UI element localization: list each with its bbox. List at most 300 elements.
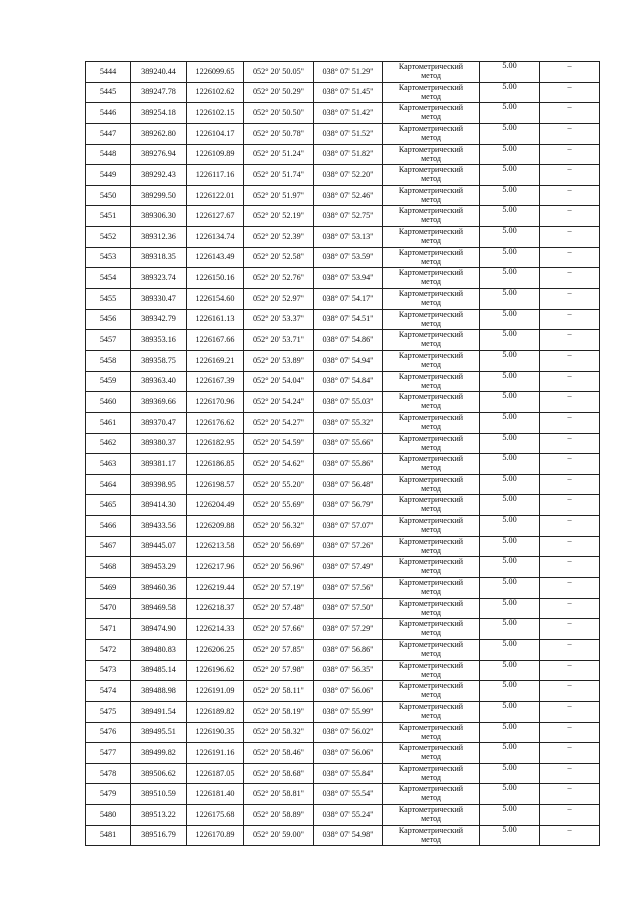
latitude-cell: 052° 20' 53.71"	[244, 330, 314, 351]
method-cell	[383, 454, 480, 475]
note-cell: –	[540, 392, 600, 413]
accuracy-cell: 5.00	[480, 474, 540, 495]
method-line-2: метод	[421, 710, 441, 720]
method-cell	[383, 123, 480, 144]
method-cell	[383, 206, 480, 227]
method-line-2: метод	[421, 793, 441, 803]
y-coordinate-cell: 1226102.15	[187, 103, 244, 124]
table-body	[86, 62, 600, 846]
accuracy-cell: 5.00	[480, 247, 540, 268]
accuracy-cell: 5.00	[480, 433, 540, 454]
point-number-cell: 5476	[86, 722, 131, 743]
longitude-cell: 038° 07' 52.46"	[314, 185, 383, 206]
table-row	[86, 165, 600, 186]
latitude-cell: 052° 20' 54.24"	[244, 392, 314, 413]
latitude-cell: 052° 20' 56.69"	[244, 536, 314, 557]
x-coordinate-cell: 389414.30	[131, 495, 187, 516]
point-number-cell: 5450	[86, 185, 131, 206]
note-cell: –	[540, 82, 600, 103]
x-coordinate-cell: 389445.07	[131, 536, 187, 557]
point-number-cell: 5446	[86, 103, 131, 124]
x-coordinate-cell: 389460.36	[131, 578, 187, 599]
latitude-cell: 052° 20' 58.68"	[244, 763, 314, 784]
method-cell	[383, 227, 480, 248]
latitude-cell: 052° 20' 52.39"	[244, 227, 314, 248]
table-row	[86, 578, 600, 599]
table-row	[86, 619, 600, 640]
y-coordinate-cell: 1226134.74	[187, 227, 244, 248]
method-cell	[383, 598, 480, 619]
method-line-2: метод	[421, 607, 441, 617]
longitude-cell: 038° 07' 51.52"	[314, 123, 383, 144]
x-coordinate-cell: 389381.17	[131, 454, 187, 475]
latitude-cell: 052° 20' 58.46"	[244, 743, 314, 764]
accuracy-cell: 5.00	[480, 536, 540, 557]
point-number-cell: 5470	[86, 598, 131, 619]
longitude-cell: 038° 07' 56.35"	[314, 660, 383, 681]
method-line-1: Картометрический	[398, 412, 464, 422]
note-cell: –	[540, 660, 600, 681]
x-coordinate-cell: 389254.18	[131, 103, 187, 124]
table-row	[86, 412, 600, 433]
point-number-cell: 5468	[86, 557, 131, 578]
note-cell: –	[540, 62, 600, 83]
latitude-cell: 052° 20' 56.96"	[244, 557, 314, 578]
y-coordinate-cell: 1226154.60	[187, 289, 244, 310]
note-cell: –	[540, 206, 600, 227]
point-number-cell: 5452	[86, 227, 131, 248]
longitude-cell: 038° 07' 53.59"	[314, 247, 383, 268]
point-number-cell: 5477	[86, 743, 131, 764]
longitude-cell: 038° 07' 53.94"	[314, 268, 383, 289]
y-coordinate-cell: 1226206.25	[187, 639, 244, 660]
method-line-1: Картометрический	[398, 454, 464, 464]
longitude-cell: 038° 07' 55.66"	[314, 433, 383, 454]
accuracy-cell: 5.00	[480, 62, 540, 83]
method-line-2: метод	[421, 752, 441, 762]
latitude-cell: 052° 20' 57.48"	[244, 598, 314, 619]
table-row	[86, 206, 600, 227]
note-cell: –	[540, 309, 600, 330]
method-line-1: Картометрический	[398, 103, 464, 113]
point-number-cell: 5473	[86, 660, 131, 681]
coordinates-table	[85, 61, 600, 846]
accuracy-cell: 5.00	[480, 557, 540, 578]
point-number-cell: 5463	[86, 454, 131, 475]
note-cell: –	[540, 681, 600, 702]
method-line-2: метод	[421, 298, 441, 308]
table-row	[86, 309, 600, 330]
latitude-cell: 052° 20' 53.89"	[244, 350, 314, 371]
method-line-1: Картометрический	[398, 392, 464, 402]
longitude-cell: 038° 07' 54.17"	[314, 289, 383, 310]
x-coordinate-cell: 389510.59	[131, 784, 187, 805]
method-line-1: Картометрический	[398, 516, 464, 526]
latitude-cell: 052° 20' 57.66"	[244, 619, 314, 640]
table-row	[86, 639, 600, 660]
table-row	[86, 681, 600, 702]
method-line-1: Картометрический	[398, 474, 464, 484]
latitude-cell: 052° 20' 51.24"	[244, 144, 314, 165]
longitude-cell: 038° 07' 55.99"	[314, 701, 383, 722]
accuracy-cell: 5.00	[480, 165, 540, 186]
table-row	[86, 350, 600, 371]
point-number-cell: 5464	[86, 474, 131, 495]
note-cell: –	[540, 701, 600, 722]
longitude-cell: 038° 07' 56.06"	[314, 743, 383, 764]
method-line-1: Картометрический	[398, 268, 464, 278]
longitude-cell: 038° 07' 54.98"	[314, 825, 383, 846]
note-cell: –	[540, 247, 600, 268]
longitude-cell: 038° 07' 56.02"	[314, 722, 383, 743]
latitude-cell: 052° 20' 55.69"	[244, 495, 314, 516]
point-number-cell: 5445	[86, 82, 131, 103]
method-line-1: Картометрический	[398, 701, 464, 711]
method-cell	[383, 578, 480, 599]
x-coordinate-cell: 389474.90	[131, 619, 187, 640]
y-coordinate-cell: 1226196.62	[187, 660, 244, 681]
y-coordinate-cell: 1226182.95	[187, 433, 244, 454]
method-cell	[383, 722, 480, 743]
longitude-cell: 038° 07' 57.07"	[314, 516, 383, 537]
table-row	[86, 784, 600, 805]
y-coordinate-cell: 1226170.96	[187, 392, 244, 413]
y-coordinate-cell: 1226109.89	[187, 144, 244, 165]
method-line-1: Картометрический	[398, 62, 464, 71]
accuracy-cell: 5.00	[480, 805, 540, 826]
longitude-cell: 038° 07' 51.29"	[314, 62, 383, 83]
accuracy-cell: 5.00	[480, 639, 540, 660]
y-coordinate-cell: 1226169.21	[187, 350, 244, 371]
x-coordinate-cell: 389276.94	[131, 144, 187, 165]
accuracy-cell: 5.00	[480, 743, 540, 764]
longitude-cell: 038° 07' 55.32"	[314, 412, 383, 433]
x-coordinate-cell: 389369.66	[131, 392, 187, 413]
y-coordinate-cell: 1226176.62	[187, 412, 244, 433]
latitude-cell: 052° 20' 58.11"	[244, 681, 314, 702]
method-line-2: метод	[421, 421, 441, 431]
y-coordinate-cell: 1226204.49	[187, 495, 244, 516]
method-line-1: Картометрический	[398, 681, 464, 691]
note-cell: –	[540, 330, 600, 351]
note-cell: –	[540, 536, 600, 557]
point-number-cell: 5448	[86, 144, 131, 165]
accuracy-cell: 5.00	[480, 309, 540, 330]
table-row	[86, 62, 600, 83]
method-cell	[383, 392, 480, 413]
y-coordinate-cell: 1226218.37	[187, 598, 244, 619]
method-cell	[383, 433, 480, 454]
table-row	[86, 144, 600, 165]
accuracy-cell: 5.00	[480, 578, 540, 599]
longitude-cell: 038° 07' 55.86"	[314, 454, 383, 475]
y-coordinate-cell: 1226190.35	[187, 722, 244, 743]
table-row	[86, 743, 600, 764]
accuracy-cell: 5.00	[480, 516, 540, 537]
method-cell	[383, 185, 480, 206]
method-line-2: метод	[421, 834, 441, 844]
accuracy-cell: 5.00	[480, 660, 540, 681]
table-row	[86, 123, 600, 144]
x-coordinate-cell: 389380.37	[131, 433, 187, 454]
accuracy-cell: 5.00	[480, 825, 540, 846]
accuracy-cell: 5.00	[480, 722, 540, 743]
y-coordinate-cell: 1226161.13	[187, 309, 244, 330]
method-cell	[383, 309, 480, 330]
method-line-1: Картометрический	[398, 206, 464, 216]
note-cell: –	[540, 165, 600, 186]
method-line-1: Картометрический	[398, 722, 464, 732]
y-coordinate-cell: 1226209.88	[187, 516, 244, 537]
x-coordinate-cell: 389491.54	[131, 701, 187, 722]
x-coordinate-cell: 389292.43	[131, 165, 187, 186]
method-line-1: Картометрический	[398, 536, 464, 546]
latitude-cell: 052° 20' 50.78"	[244, 123, 314, 144]
method-line-2: метод	[421, 318, 441, 328]
method-cell	[383, 289, 480, 310]
latitude-cell: 052° 20' 52.19"	[244, 206, 314, 227]
note-cell: –	[540, 598, 600, 619]
accuracy-cell: 5.00	[480, 412, 540, 433]
method-line-1: Картометрический	[398, 185, 464, 195]
table-row	[86, 474, 600, 495]
accuracy-cell: 5.00	[480, 185, 540, 206]
x-coordinate-cell: 389480.83	[131, 639, 187, 660]
point-number-cell: 5447	[86, 123, 131, 144]
method-cell	[383, 495, 480, 516]
x-coordinate-cell: 389299.50	[131, 185, 187, 206]
method-line-1: Картометрический	[398, 330, 464, 340]
method-line-2: метод	[421, 690, 441, 700]
table-row	[86, 516, 600, 537]
point-number-cell: 5454	[86, 268, 131, 289]
point-number-cell: 5444	[86, 62, 131, 83]
method-cell	[383, 330, 480, 351]
table-row	[86, 454, 600, 475]
y-coordinate-cell: 1226213.58	[187, 536, 244, 557]
latitude-cell: 052° 20' 54.62"	[244, 454, 314, 475]
method-line-2: метод	[421, 401, 441, 411]
longitude-cell: 038° 07' 54.84"	[314, 371, 383, 392]
method-cell	[383, 825, 480, 846]
x-coordinate-cell: 389485.14	[131, 660, 187, 681]
table-row	[86, 763, 600, 784]
y-coordinate-cell: 1226186.85	[187, 454, 244, 475]
point-number-cell: 5465	[86, 495, 131, 516]
accuracy-cell: 5.00	[480, 763, 540, 784]
point-number-cell: 5461	[86, 412, 131, 433]
longitude-cell: 038° 07' 56.48"	[314, 474, 383, 495]
table-row	[86, 557, 600, 578]
latitude-cell: 052° 20' 50.50"	[244, 103, 314, 124]
point-number-cell: 5453	[86, 247, 131, 268]
table-row	[86, 660, 600, 681]
latitude-cell: 052° 20' 50.05"	[244, 62, 314, 83]
note-cell: –	[540, 185, 600, 206]
method-line-1: Картометрический	[398, 805, 464, 815]
accuracy-cell: 5.00	[480, 619, 540, 640]
note-cell: –	[540, 371, 600, 392]
note-cell: –	[540, 412, 600, 433]
x-coordinate-cell: 389516.79	[131, 825, 187, 846]
point-number-cell: 5462	[86, 433, 131, 454]
x-coordinate-cell: 389247.78	[131, 82, 187, 103]
method-line-2: метод	[421, 463, 441, 473]
method-line-2: метод	[421, 669, 441, 679]
table-row	[86, 268, 600, 289]
latitude-cell: 052° 20' 54.59"	[244, 433, 314, 454]
method-cell	[383, 165, 480, 186]
note-cell: –	[540, 825, 600, 846]
latitude-cell: 052° 20' 50.29"	[244, 82, 314, 103]
y-coordinate-cell: 1226099.65	[187, 62, 244, 83]
table-row	[86, 536, 600, 557]
longitude-cell: 038° 07' 52.20"	[314, 165, 383, 186]
method-cell	[383, 62, 480, 83]
accuracy-cell: 5.00	[480, 784, 540, 805]
x-coordinate-cell: 389353.16	[131, 330, 187, 351]
point-number-cell: 5449	[86, 165, 131, 186]
accuracy-cell: 5.00	[480, 206, 540, 227]
table-row	[86, 598, 600, 619]
table-row	[86, 330, 600, 351]
method-line-1: Картометрический	[398, 557, 464, 567]
longitude-cell: 038° 07' 55.54"	[314, 784, 383, 805]
method-cell	[383, 805, 480, 826]
method-line-2: метод	[421, 174, 441, 184]
accuracy-cell: 5.00	[480, 371, 540, 392]
note-cell: –	[540, 495, 600, 516]
method-cell	[383, 681, 480, 702]
accuracy-cell: 5.00	[480, 268, 540, 289]
longitude-cell: 038° 07' 52.75"	[314, 206, 383, 227]
method-line-1: Картометрический	[398, 371, 464, 381]
x-coordinate-cell: 389262.80	[131, 123, 187, 144]
method-line-2: метод	[421, 71, 441, 80]
table-row	[86, 371, 600, 392]
longitude-cell: 038° 07' 51.42"	[314, 103, 383, 124]
note-cell: –	[540, 639, 600, 660]
point-number-cell: 5474	[86, 681, 131, 702]
table-row	[86, 433, 600, 454]
method-cell	[383, 557, 480, 578]
accuracy-cell: 5.00	[480, 681, 540, 702]
point-number-cell: 5481	[86, 825, 131, 846]
longitude-cell: 038° 07' 54.94"	[314, 350, 383, 371]
note-cell: –	[540, 474, 600, 495]
x-coordinate-cell: 389488.98	[131, 681, 187, 702]
y-coordinate-cell: 1226214.33	[187, 619, 244, 640]
y-coordinate-cell: 1226187.05	[187, 763, 244, 784]
longitude-cell: 038° 07' 56.06"	[314, 681, 383, 702]
method-cell	[383, 743, 480, 764]
x-coordinate-cell: 389433.56	[131, 516, 187, 537]
x-coordinate-cell: 389312.36	[131, 227, 187, 248]
latitude-cell: 052° 20' 58.32"	[244, 722, 314, 743]
longitude-cell: 038° 07' 57.26"	[314, 536, 383, 557]
x-coordinate-cell: 389469.58	[131, 598, 187, 619]
longitude-cell: 038° 07' 57.56"	[314, 578, 383, 599]
y-coordinate-cell: 1226117.16	[187, 165, 244, 186]
y-coordinate-cell: 1226122.01	[187, 185, 244, 206]
point-number-cell: 5455	[86, 289, 131, 310]
x-coordinate-cell: 389358.75	[131, 350, 187, 371]
table-row	[86, 495, 600, 516]
method-line-2: метод	[421, 339, 441, 349]
note-cell: –	[540, 123, 600, 144]
method-cell	[383, 784, 480, 805]
x-coordinate-cell: 389318.35	[131, 247, 187, 268]
latitude-cell: 052° 20' 51.74"	[244, 165, 314, 186]
method-line-1: Картометрический	[398, 825, 464, 835]
longitude-cell: 038° 07' 55.03"	[314, 392, 383, 413]
point-number-cell: 5460	[86, 392, 131, 413]
longitude-cell: 038° 07' 56.86"	[314, 639, 383, 660]
accuracy-cell: 5.00	[480, 495, 540, 516]
method-line-1: Картометрический	[398, 309, 464, 319]
point-number-cell: 5456	[86, 309, 131, 330]
x-coordinate-cell: 389363.40	[131, 371, 187, 392]
method-line-2: метод	[421, 236, 441, 246]
y-coordinate-cell: 1226198.57	[187, 474, 244, 495]
table-row	[86, 247, 600, 268]
method-line-1: Картометрический	[398, 598, 464, 608]
note-cell: –	[540, 743, 600, 764]
note-cell: –	[540, 454, 600, 475]
method-line-1: Картометрический	[398, 639, 464, 649]
x-coordinate-cell: 389342.79	[131, 309, 187, 330]
note-cell: –	[540, 144, 600, 165]
method-line-1: Картометрический	[398, 289, 464, 299]
x-coordinate-cell: 389330.47	[131, 289, 187, 310]
method-line-1: Картометрический	[398, 660, 464, 670]
x-coordinate-cell: 389323.74	[131, 268, 187, 289]
table-row	[86, 289, 600, 310]
method-cell	[383, 536, 480, 557]
y-coordinate-cell: 1226104.17	[187, 123, 244, 144]
accuracy-cell: 5.00	[480, 289, 540, 310]
point-number-cell: 5478	[86, 763, 131, 784]
note-cell: –	[540, 516, 600, 537]
accuracy-cell: 5.00	[480, 392, 540, 413]
y-coordinate-cell: 1226167.66	[187, 330, 244, 351]
method-line-1: Картометрический	[398, 619, 464, 629]
longitude-cell: 038° 07' 53.13"	[314, 227, 383, 248]
latitude-cell: 052° 20' 58.81"	[244, 784, 314, 805]
latitude-cell: 052° 20' 54.27"	[244, 412, 314, 433]
latitude-cell: 052° 20' 55.20"	[244, 474, 314, 495]
y-coordinate-cell: 1226127.67	[187, 206, 244, 227]
note-cell: –	[540, 289, 600, 310]
latitude-cell: 052° 20' 56.32"	[244, 516, 314, 537]
x-coordinate-cell: 389506.62	[131, 763, 187, 784]
latitude-cell: 052° 20' 58.19"	[244, 701, 314, 722]
longitude-cell: 038° 07' 57.50"	[314, 598, 383, 619]
method-line-2: метод	[421, 380, 441, 390]
longitude-cell: 038° 07' 54.86"	[314, 330, 383, 351]
point-number-cell: 5480	[86, 805, 131, 826]
method-line-1: Картометрический	[398, 247, 464, 257]
y-coordinate-cell: 1226189.82	[187, 701, 244, 722]
point-number-cell: 5451	[86, 206, 131, 227]
y-coordinate-cell: 1226150.16	[187, 268, 244, 289]
method-line-2: метод	[421, 153, 441, 163]
y-coordinate-cell: 1226143.49	[187, 247, 244, 268]
accuracy-cell: 5.00	[480, 103, 540, 124]
point-number-cell: 5479	[86, 784, 131, 805]
x-coordinate-cell: 389495.51	[131, 722, 187, 743]
method-line-1: Картометрический	[398, 495, 464, 505]
